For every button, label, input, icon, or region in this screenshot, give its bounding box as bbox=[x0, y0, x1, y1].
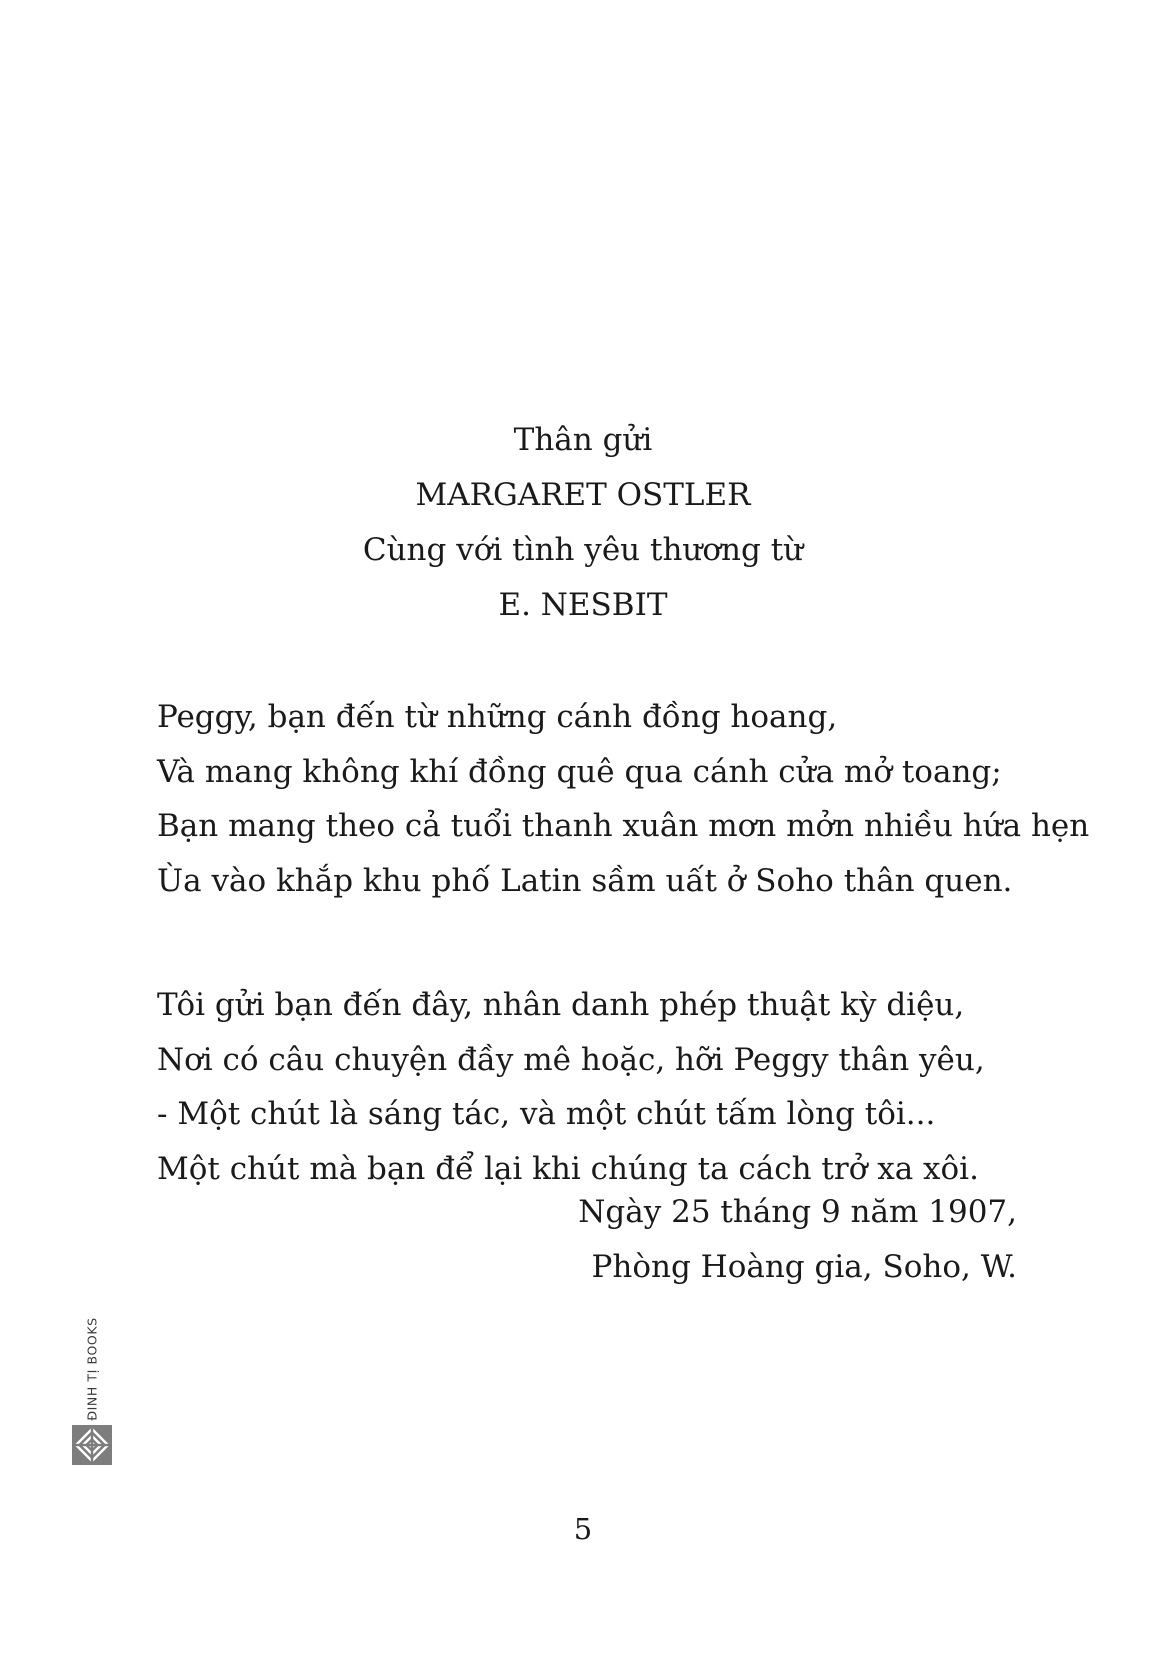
dinh-ti-logo-icon bbox=[72, 1425, 112, 1465]
dedication bbox=[0, 413, 1166, 633]
dedication-recipient: MARGARET OSTLER bbox=[415, 477, 751, 513]
publisher-mark bbox=[72, 1305, 112, 1465]
poem-line: Một chút mà bạn để lại khi chúng ta cách trở xa xôi. bbox=[157, 1150, 979, 1187]
poem-line: - Một chút là sáng tác, và một chút tấm lòng tôi... bbox=[157, 1096, 936, 1132]
poem-line: Ùa vào khắp khu phố Latin sầm uất ở Soho thân quen. bbox=[157, 862, 1013, 899]
poem-line: Tôi gửi bạn đến đây, nhân danh phép thuật kỳ diệu, bbox=[157, 987, 965, 1023]
dedication-greeting: Thân gửi bbox=[513, 422, 653, 458]
signoff-date: Ngày 25 tháng 9 năm 1907, bbox=[578, 1194, 1017, 1230]
poem-stanza-1 bbox=[157, 690, 1090, 908]
signoff bbox=[578, 1185, 1017, 1295]
poem-line: Và mang không khí đồng quê qua cánh cửa mở toang; bbox=[157, 753, 1002, 790]
poem-line: Bạn mang theo cả tuổi thanh xuân mơn mởn nhiều hứa hẹn bbox=[157, 808, 1090, 844]
poem-line: Nơi có câu chuyện đầy mê hoặc, hỡi Peggy thân yêu, bbox=[157, 1041, 985, 1078]
dedication-author: E. NESBIT bbox=[498, 587, 668, 623]
page-number: 5 bbox=[573, 1512, 593, 1546]
poem-stanza-2 bbox=[157, 978, 1017, 1196]
publisher-name: ĐINH TỊ BOOKS bbox=[84, 1317, 100, 1421]
signoff-place: Phòng Hoàng gia, Soho, W. bbox=[591, 1249, 1017, 1285]
dedication-from-line: Cùng với tình yêu thương từ bbox=[362, 532, 804, 568]
poem-line: Peggy, bạn đến từ những cánh đồng hoang, bbox=[157, 699, 838, 735]
